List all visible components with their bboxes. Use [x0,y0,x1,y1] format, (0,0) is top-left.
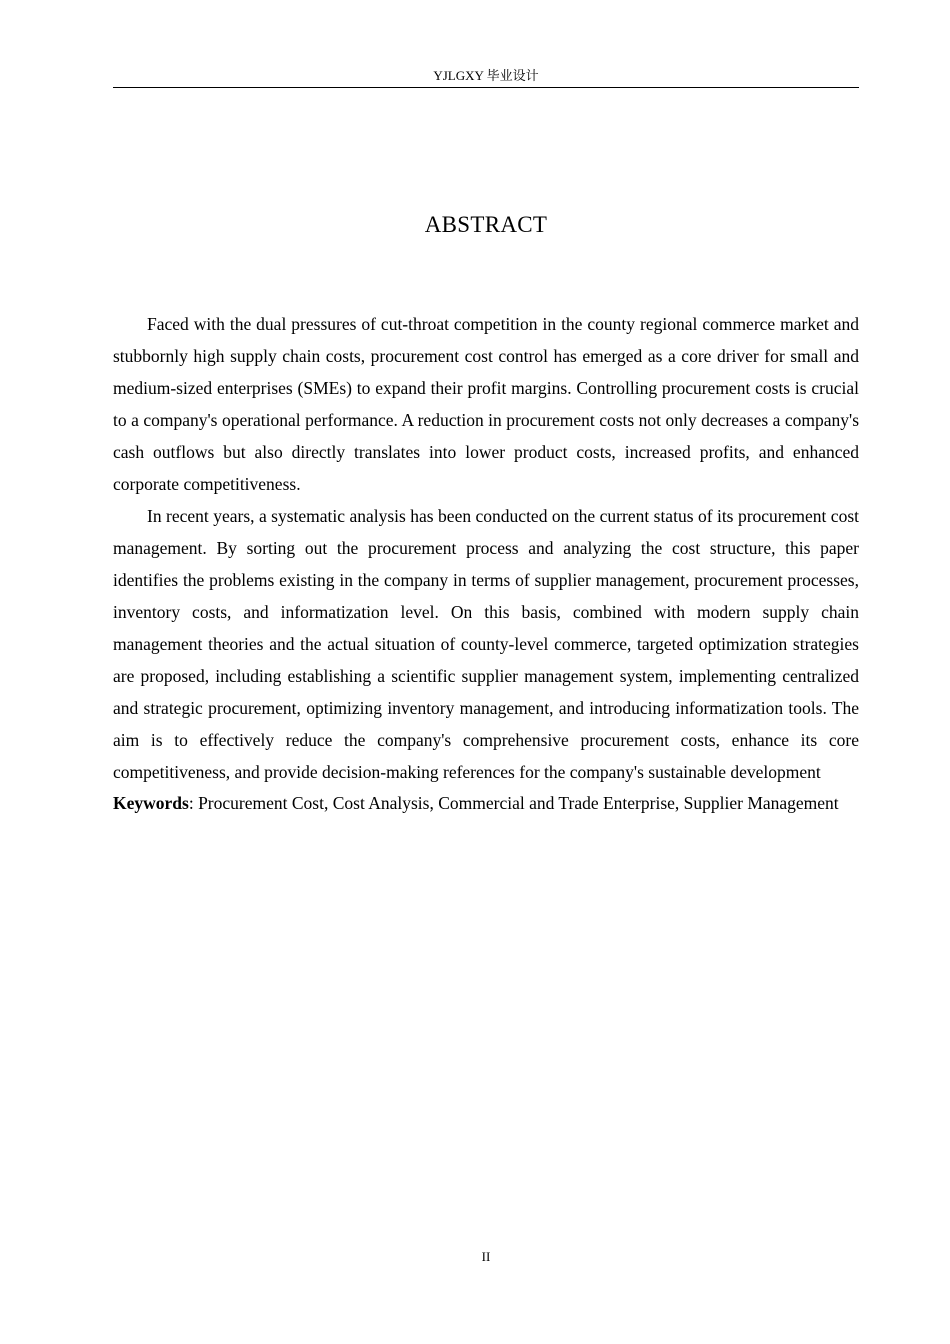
page-number: II [481,1249,491,1264]
abstract-title: ABSTRACT [424,212,548,237]
keywords-value: Procurement Cost, Cost Analysis, Commercial and Trade Enterprise, Supplier Management [193,793,839,813]
abstract-body [113,308,859,822]
keywords-label: Keywords [113,793,189,813]
page-header: YJLGXY 毕业设计 [113,66,859,88]
abstract-paragraph-2: In recent years, a systematic analysis has been conducted on the current status of its procurement cost management. By sorting out the procurement process and analyzing the cost structure, this paper identifies the problems existing in the company in terms of supplier management, procurement processes, inventory costs, and informatization level. On this basis, combined with modern supply chain management theories and the actual situation of county-level commerce, targeted optimization strategies are proposed, including establishing a scientific supplier management system, implementing centralized and strategic procurement, optimizing inventory management, and introducing informatization tools. The aim is to effectively reduce the company's comprehensive procurement costs, enhance its core competitiveness, and provide decision-making references for the company's sustainable development [113,506,859,782]
keywords-separator: : [188,793,194,813]
abstract-paragraph-1: Faced with the dual pressures of cut-throat competition in the county regional commerce market and stubbornly high supply chain costs, procurement cost control has emerged as a core driver for small and medium-sized enterprises (SMEs) to expand their profit margins. Controlling procurement costs is crucial to a company's operational performance. A reduction in procurement costs not only decreases a company's cash outflows but also directly translates into lower product costs, increased profits, and enhanced corporate competitiveness. [113,314,859,494]
keywords-line [113,785,859,822]
